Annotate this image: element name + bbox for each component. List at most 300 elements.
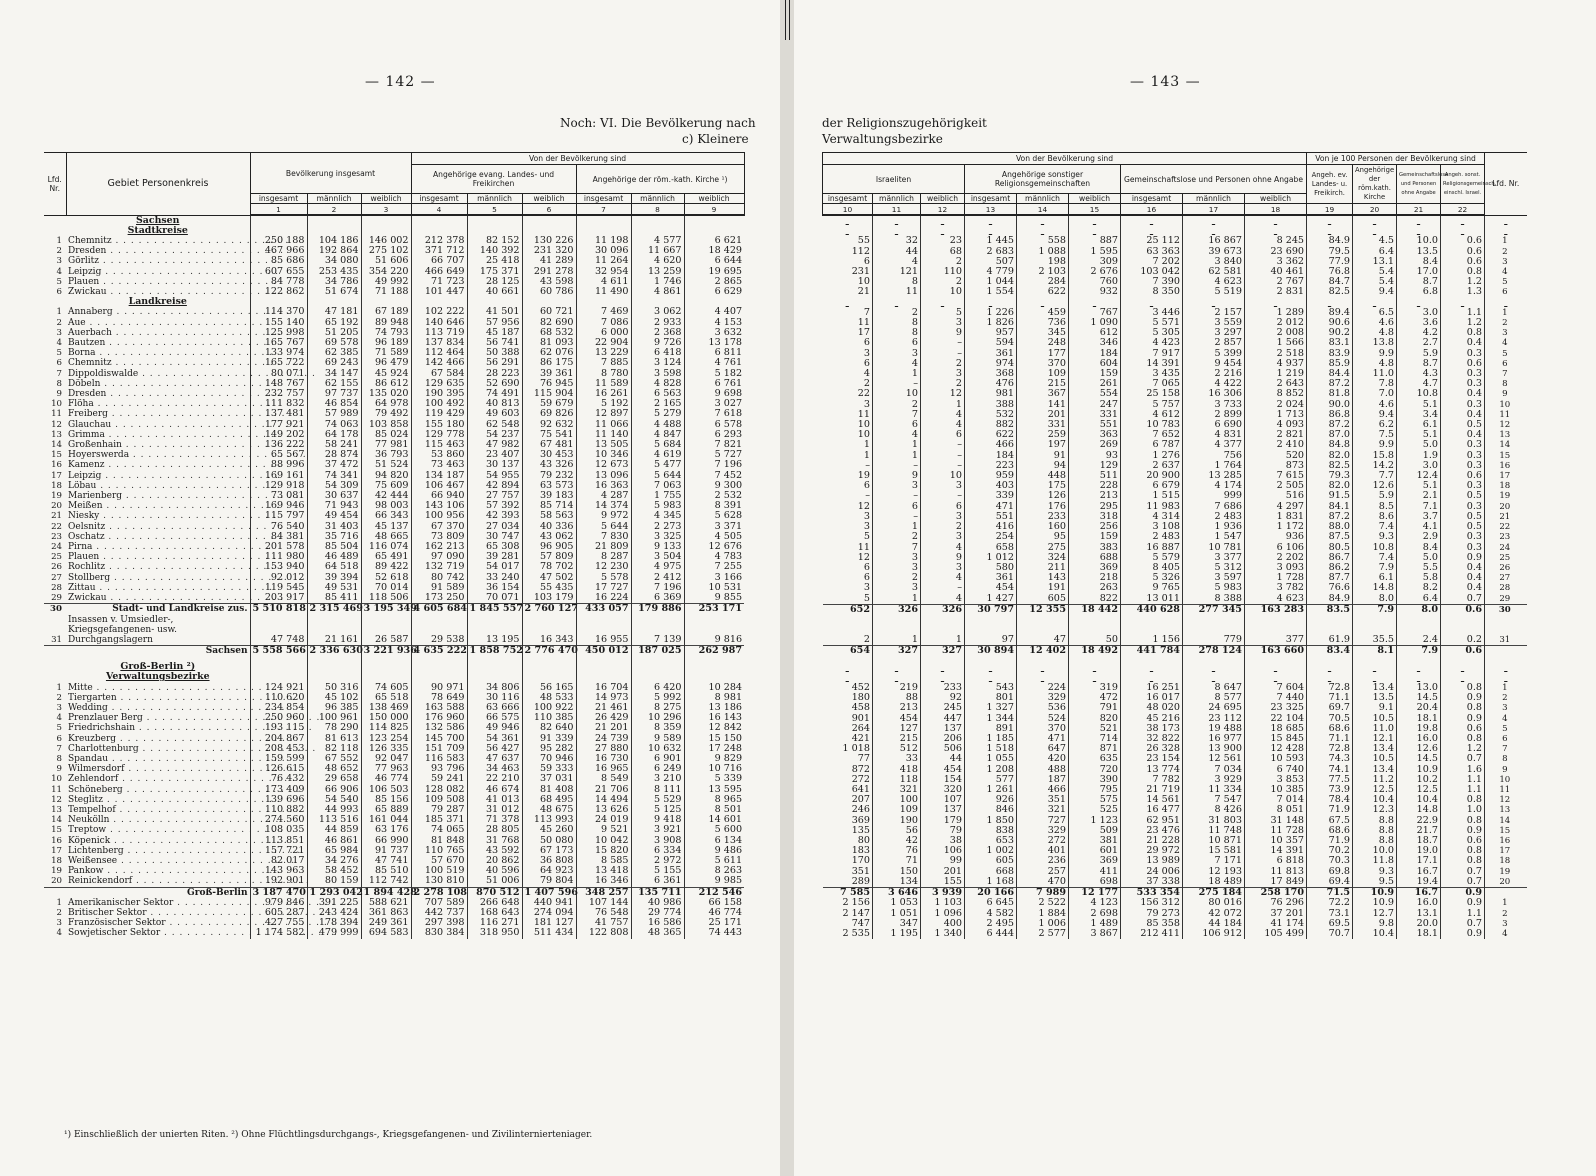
value-cell: 5 571	[1121, 318, 1183, 328]
value-cell: 16.0	[1397, 734, 1441, 744]
row-number: 10	[51, 774, 62, 785]
column-number: 3	[361, 204, 411, 216]
value-cell: 63 176	[361, 825, 411, 835]
value-cell: 4.5	[1353, 236, 1397, 246]
value-cell: 62 581	[1183, 267, 1245, 277]
value-cell: 113 516	[307, 815, 361, 825]
value-cell: 3 297	[1183, 328, 1245, 338]
value-cell: 1.9	[1397, 451, 1441, 461]
row-number: 2	[1485, 693, 1527, 703]
value-cell: 45 216	[1121, 714, 1183, 724]
value-cell: 97 090	[411, 552, 467, 562]
row-number: 25	[51, 552, 62, 563]
row-number: 8	[1485, 379, 1527, 389]
row-number: 4	[56, 928, 62, 939]
value-cell: 2 535	[842, 927, 870, 939]
value-cell: 1	[873, 440, 921, 450]
value-cell: 248	[1017, 338, 1069, 348]
table-row	[823, 604, 1527, 615]
value-cell: 5.1	[1397, 400, 1441, 410]
value-cell: 73 081	[250, 491, 307, 501]
value-cell: 1 554	[965, 287, 1017, 297]
value-cell: 165 767	[250, 338, 307, 348]
value-cell: 7.9	[1397, 646, 1441, 657]
value-cell: 46 774	[361, 774, 411, 784]
value-cell: 54 540	[307, 795, 361, 805]
column-number: 17	[1183, 204, 1245, 216]
value-cell: 3	[873, 563, 921, 573]
value-cell: 2 216	[1183, 369, 1245, 379]
value-cell: 45 102	[307, 693, 361, 703]
value-cell: 68	[921, 247, 965, 257]
value-cell: 36 154	[467, 583, 522, 593]
row-number: 6	[1485, 734, 1527, 744]
value-cell: 0.7	[1441, 919, 1485, 929]
value-cell: 94 820	[361, 471, 411, 481]
value-cell: 23 407	[467, 450, 522, 460]
value-cell: 192 901	[250, 876, 307, 887]
value-cell: 134	[873, 877, 921, 888]
value-cell: 0.6	[1441, 604, 1485, 615]
value-cell: 160	[1017, 522, 1069, 532]
value-cell: 605	[965, 856, 1017, 866]
value-cell: 4 153	[684, 318, 744, 328]
value-cell: 71 378	[467, 815, 522, 825]
row-number: 20	[1485, 502, 1527, 512]
value-cell: 179	[921, 816, 965, 826]
value-cell: 51 006	[467, 876, 522, 887]
value-cell: 143	[1017, 573, 1069, 583]
value-cell: 0.6	[1441, 257, 1485, 267]
value-cell: 8 852	[1245, 389, 1307, 399]
header-pct-gemlos: Gemeinschaftslose und Personen ohne Angabe	[1397, 165, 1441, 204]
value-cell: 8.8	[1353, 826, 1397, 836]
row-number: 9	[56, 388, 62, 399]
value-cell: 2 412	[631, 573, 684, 583]
value-cell: 345	[1017, 328, 1069, 338]
value-cell: 11.0	[1353, 369, 1397, 379]
value-cell: 49 531	[307, 583, 361, 593]
value-cell: 957	[965, 328, 1017, 338]
value-cell: 2 483	[1121, 532, 1183, 542]
row-label: Insassen v. Umsiedler-, Kriegsgefangenen- usw. Durchgangslagern	[68, 614, 178, 645]
value-cell: 41 174	[1245, 919, 1307, 929]
value-cell: 69.7	[1307, 703, 1353, 713]
value-cell: 6 578	[684, 420, 744, 430]
row-number: 19	[1485, 491, 1527, 501]
value-cell: 9.1	[1353, 703, 1397, 713]
value-cell: 8.1	[1353, 646, 1397, 657]
value-cell: 5.0	[1397, 440, 1441, 450]
value-cell: 67 173	[522, 846, 576, 856]
value-cell: 390	[1069, 775, 1121, 785]
value-cell: 0.4	[1441, 338, 1485, 348]
value-cell: 7.0	[1353, 389, 1397, 399]
row-number: 5	[56, 723, 62, 734]
column-number: 12	[921, 204, 965, 216]
value-cell: 44	[873, 247, 921, 257]
value-cell: 20.0	[1397, 919, 1441, 929]
row-number: 15	[51, 825, 62, 836]
value-cell: 7 585	[823, 888, 873, 899]
value-cell: 1 208	[965, 765, 1017, 775]
value-cell: 1.0	[1441, 805, 1485, 815]
value-cell: 0.9	[1441, 714, 1485, 724]
value-cell: 4 635 222	[411, 645, 467, 656]
value-cell: 169 946	[250, 501, 307, 511]
value-cell: 48 665	[361, 532, 411, 542]
value-cell: 4 611	[576, 277, 631, 287]
value-cell: 459	[1017, 308, 1069, 318]
value-cell: 3 840	[1183, 257, 1245, 267]
value-cell: 111 980	[250, 552, 307, 562]
value-cell: 471	[965, 502, 1017, 512]
value-cell: 89.4	[1307, 308, 1353, 318]
row-label: Hoyerswerda . . .	[66, 450, 250, 460]
value-cell: 1 168	[965, 877, 1017, 888]
value-cell: 261	[1069, 379, 1121, 389]
value-cell: 71.5	[1307, 888, 1353, 899]
value-cell: –	[921, 451, 965, 461]
value-cell: 2 518	[1245, 349, 1307, 359]
value-cell: 12 561	[1183, 754, 1245, 764]
value-cell: 146 002	[361, 236, 411, 246]
value-cell: 3	[921, 481, 965, 491]
value-cell: 2 577	[1017, 929, 1069, 939]
value-cell: 5 182	[684, 369, 744, 379]
header-von-je-100: Von je 100 Personen der Bevölkerung sind	[1307, 153, 1485, 165]
value-cell: 622	[965, 430, 1017, 440]
value-cell: 3 062	[631, 307, 684, 317]
value-cell: 62 155	[307, 379, 361, 389]
value-cell: 1 340	[921, 929, 965, 939]
value-cell: 69.5	[1307, 919, 1353, 929]
value-cell: 21 719	[1121, 785, 1183, 795]
value-cell: 1 156	[1121, 615, 1183, 646]
row-label: Auerbach . . .	[66, 328, 250, 338]
value-cell: 85 714	[522, 501, 576, 511]
value-cell: 143 106	[411, 501, 467, 511]
value-cell: 872	[851, 763, 870, 775]
value-cell: 3	[921, 512, 965, 522]
value-cell: 6 418	[631, 348, 684, 358]
value-cell: 5.0	[1397, 553, 1441, 563]
table-row	[44, 307, 744, 317]
value-cell: 78 649	[411, 693, 467, 703]
value-cell: 452	[851, 682, 870, 694]
value-cell: 0.8	[1441, 734, 1485, 744]
value-cell: 81 408	[522, 785, 576, 795]
value-cell: 45 924	[361, 369, 411, 379]
row-label: Spandau . . .	[66, 754, 250, 764]
value-cell: 245	[921, 703, 965, 713]
value-cell: 450 012	[576, 645, 631, 656]
value-cell: 95	[1017, 532, 1069, 542]
value-cell: 85 411	[307, 593, 361, 604]
value-cell: 12	[857, 500, 870, 512]
value-cell: 23	[921, 236, 965, 246]
row-number: 16	[1485, 461, 1527, 471]
value-cell: 5 326	[1121, 573, 1183, 583]
value-cell: 5 983	[1183, 583, 1245, 593]
row-number: 5	[56, 348, 62, 359]
value-cell: 12 842	[684, 723, 744, 733]
value-cell: 8 111	[631, 785, 684, 795]
value-cell: 0.7	[1441, 867, 1485, 877]
value-cell: 612	[1069, 328, 1121, 338]
value-cell: 2	[921, 359, 965, 369]
row-number: 1	[1485, 308, 1527, 318]
value-cell: 13.4	[1353, 765, 1397, 775]
value-cell: 224	[1017, 683, 1069, 693]
value-cell: 92 012	[250, 573, 307, 583]
value-cell: 1	[873, 594, 921, 605]
row-number: 5	[56, 276, 62, 287]
value-cell: 2 495	[965, 919, 1017, 929]
value-cell: 71.9	[1307, 805, 1353, 815]
footnote: ¹) Einschließlich der unierten Riten. ²) Ohne Flüchtlingsdurchgangs-, Kriegsgefangenen- und Zivilinternierteniager.	[64, 1130, 593, 1140]
value-cell: 6 811	[684, 348, 744, 358]
value-cell: 275 184	[1183, 888, 1245, 899]
value-cell: 79 287	[411, 805, 467, 815]
value-cell: 64 923	[522, 866, 576, 876]
value-cell: 6 334	[631, 846, 684, 856]
value-cell: 6.8	[1397, 287, 1441, 297]
value-cell: 82.5	[1307, 287, 1353, 297]
row-label: Glauchau . . .	[66, 420, 250, 430]
value-cell: 727	[1017, 816, 1069, 826]
row-number: 5	[1485, 724, 1527, 734]
value-cell: 76 296	[1245, 898, 1307, 908]
row-label: Leipzig . . .	[66, 471, 250, 481]
value-cell: 84 778	[250, 277, 307, 287]
value-cell: 67 584	[411, 369, 467, 379]
value-cell: 59 679	[522, 399, 576, 409]
row-number: 18	[1485, 856, 1527, 866]
value-cell: 472	[1069, 693, 1121, 703]
value-cell: 34 147	[307, 369, 361, 379]
value-cell: 2.1	[1397, 491, 1441, 501]
row-number: 17	[1485, 846, 1527, 856]
value-cell: 46 861	[307, 836, 361, 846]
value-cell: 80 016	[1183, 898, 1245, 908]
row-number: 9	[56, 764, 62, 775]
value-cell: 88 996	[250, 460, 307, 470]
value-cell: 21.7	[1397, 826, 1441, 836]
value-cell: 427 755	[250, 918, 307, 928]
row-number: 22	[1485, 522, 1527, 532]
value-cell: 9 726	[631, 338, 684, 348]
value-cell: 6 645	[965, 898, 1017, 908]
value-cell: 516	[1245, 491, 1307, 501]
value-cell: 74 341	[307, 471, 361, 481]
value-cell: 30 453	[522, 450, 576, 460]
row-label: Treptow . . .	[66, 825, 250, 835]
value-cell: 43 592	[467, 846, 522, 856]
value-cell: 20.4	[1397, 703, 1441, 713]
row-label: Oelsnitz . . .	[66, 522, 250, 532]
value-cell: 58 452	[307, 866, 361, 876]
value-cell: 81 093	[522, 338, 576, 348]
value-cell: 18 489	[1183, 877, 1245, 888]
right-data-table	[822, 152, 1527, 939]
table-row	[823, 594, 1527, 605]
value-cell: 155 140	[250, 318, 307, 328]
value-cell: 3 446	[1121, 308, 1183, 318]
value-cell: 1 713	[1245, 410, 1307, 420]
value-cell: 791	[1069, 703, 1121, 713]
header-gebiet: Gebiet Personenkreis	[66, 153, 250, 216]
value-cell: 5 529	[631, 795, 684, 805]
table-cell	[522, 672, 576, 682]
value-cell: 7	[873, 410, 921, 420]
value-cell: 13.5	[1397, 247, 1441, 257]
value-cell: 113 719	[411, 328, 467, 338]
value-cell: 69 826	[522, 409, 576, 419]
value-cell: 11 667	[631, 246, 684, 256]
value-cell: 234 854	[250, 703, 307, 713]
value-cell: 509	[1069, 826, 1121, 836]
row-number: 18	[51, 855, 62, 866]
header-weiblich: weiblich	[921, 194, 965, 204]
value-cell: 0.3	[1441, 349, 1485, 359]
value-cell: 67 481	[522, 440, 576, 450]
value-cell: 5 727	[684, 450, 744, 460]
value-cell: 212 378	[411, 236, 467, 246]
value-cell: 760	[1069, 277, 1121, 287]
value-cell: 454	[873, 714, 921, 724]
value-cell: 9.4	[1353, 410, 1397, 420]
value-cell: 253 171	[684, 604, 744, 615]
value-cell: 4 783	[684, 552, 744, 562]
header-insgesamt: insgesamt	[823, 194, 873, 204]
row-number: 30	[44, 604, 66, 615]
value-cell: 231	[851, 266, 870, 278]
value-cell: 1 518	[965, 744, 1017, 754]
value-cell: 3 093	[1245, 563, 1307, 573]
value-cell: 838	[965, 826, 1017, 836]
row-number: 27	[51, 572, 62, 583]
table-cell	[684, 672, 744, 682]
value-cell: 6 679	[1121, 481, 1183, 491]
value-cell: 575	[1069, 795, 1121, 805]
value-cell: 91	[1017, 451, 1069, 461]
value-cell: 8 051	[1245, 805, 1307, 815]
value-cell: 47	[1017, 615, 1069, 646]
value-cell: 100	[873, 795, 921, 805]
value-cell: 5 644	[631, 471, 684, 481]
value-cell: –	[921, 583, 965, 593]
value-cell: 3 362	[1245, 257, 1307, 267]
value-cell: 111 832	[250, 399, 307, 409]
value-cell: 887	[1069, 236, 1121, 246]
value-cell: 6 563	[631, 389, 684, 399]
value-cell: 3.0	[1397, 461, 1441, 471]
value-cell: 403	[965, 481, 1017, 491]
row-label: Steglitz . . .	[66, 795, 250, 805]
value-cell: 2	[921, 277, 965, 287]
value-cell: 371 712	[411, 246, 467, 256]
value-cell: 65 491	[361, 552, 411, 562]
value-cell: 4 422	[1183, 379, 1245, 389]
value-cell: 3.4	[1397, 410, 1441, 420]
value-cell: 707 589	[411, 898, 467, 908]
value-cell: 84.9	[1307, 594, 1353, 605]
value-cell: 178 394	[307, 918, 361, 928]
row-number: 6	[56, 733, 62, 744]
value-cell: 7.8	[1353, 379, 1397, 389]
value-cell: 99	[921, 856, 965, 866]
value-cell: 1 289	[1245, 308, 1307, 318]
value-cell: 4.8	[1353, 359, 1397, 369]
value-cell: 192 864	[307, 246, 361, 256]
value-cell: 66 575	[467, 713, 522, 723]
column-number: 20	[1353, 204, 1397, 216]
value-cell: 7 989	[1017, 888, 1069, 899]
value-cell: 4	[863, 368, 870, 380]
table-cell	[411, 662, 467, 672]
value-cell: 155	[921, 877, 965, 888]
value-cell: 1	[873, 615, 921, 646]
value-cell: 8	[873, 318, 921, 328]
table-cell	[44, 672, 66, 682]
value-cell: 16 017	[1121, 693, 1183, 703]
value-cell: 594	[965, 338, 1017, 348]
row-number: 29	[1485, 594, 1527, 605]
value-cell: 16 306	[1183, 389, 1245, 399]
value-cell: 0.3	[1441, 451, 1485, 461]
value-cell: 175	[1017, 481, 1069, 491]
value-cell: 85 024	[361, 430, 411, 440]
value-cell: 10	[857, 419, 870, 431]
value-cell: 56	[873, 826, 921, 836]
value-cell: 78 290	[307, 723, 361, 733]
value-cell: 19 695	[684, 267, 744, 277]
value-cell: 8.5	[1353, 502, 1397, 512]
value-cell: 74.1	[1307, 765, 1353, 775]
value-cell: 2 008	[1245, 328, 1307, 338]
row-label: Chemnitz . . .	[66, 236, 250, 246]
value-cell: 521	[1069, 724, 1121, 734]
value-cell: 1.3	[1441, 287, 1485, 297]
value-cell: 170	[851, 855, 870, 867]
row-number: 20	[51, 501, 62, 512]
value-cell: 17 849	[1245, 877, 1307, 888]
value-cell: 4 174	[1183, 481, 1245, 491]
value-cell: 74 065	[411, 825, 467, 835]
row-number: 26	[1485, 563, 1527, 573]
value-cell: 223	[965, 461, 1017, 471]
value-cell: 16 955	[576, 614, 631, 645]
value-cell: 180	[851, 692, 870, 704]
value-cell: 381	[1069, 836, 1121, 846]
value-cell: 56 165	[522, 683, 576, 693]
value-cell: 115 904	[522, 389, 576, 399]
value-cell: 8 577	[1183, 693, 1245, 703]
value-cell: 74 491	[467, 389, 522, 399]
value-cell: 213	[1069, 491, 1121, 501]
value-cell: 370	[1017, 724, 1069, 734]
value-cell: 12.6	[1397, 744, 1441, 754]
value-cell: 84.4	[1307, 369, 1353, 379]
value-cell: 24 006	[1121, 867, 1183, 877]
value-cell: 34 276	[307, 856, 361, 866]
value-cell: 4 620	[631, 256, 684, 266]
value-cell: 0.5	[1441, 420, 1485, 430]
row-number: 28	[1485, 583, 1527, 593]
value-cell: 126 335	[361, 744, 411, 754]
value-cell: 346	[1069, 338, 1121, 348]
